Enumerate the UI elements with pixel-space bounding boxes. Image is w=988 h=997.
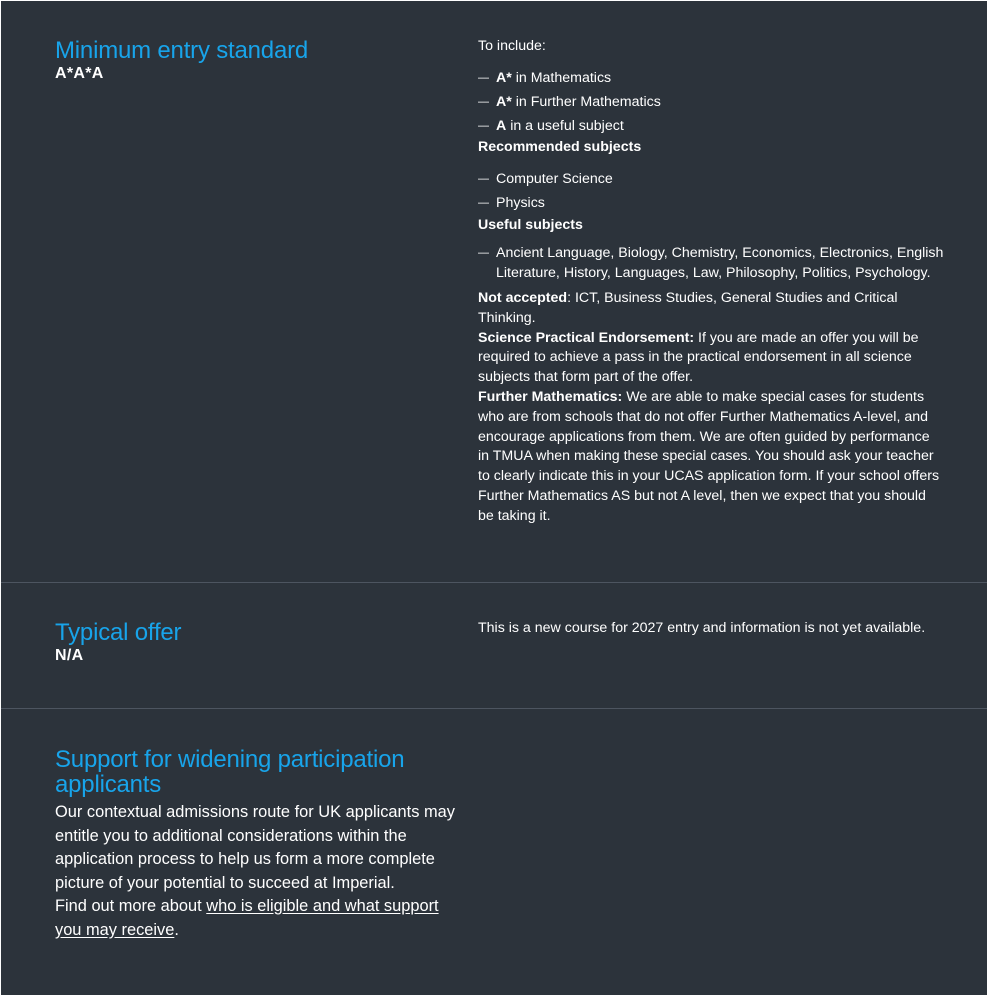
- widening-section: [1, 709, 987, 995]
- further-maths-text: [478, 388, 944, 527]
- science-practical-text: [478, 329, 944, 388]
- typical-offer-value: N/A: [55, 647, 84, 664]
- recommended-item: — Computer Science: [478, 167, 944, 192]
- min-entry-value: A*A*A: [55, 65, 104, 82]
- not-accepted-text: [478, 289, 944, 329]
- further-maths-value: We are able to make special cases for students who are from schools that do not offer Further Mathematics A-level, and encourage applications from them. We are often guided by performance in TMUA when making these special cases. You should ask your teacher to clearly indicate this in your UCAS application form. If your school offers Further Mathematics AS but not A level, then we expect that you should be taking it.: [478, 388, 940, 524]
- not-accepted-value: : ICT, Business Studies, General Studies and Critical Thinking.: [478, 289, 898, 326]
- include-subject: in a useful subject: [506, 117, 624, 134]
- widening-left: [55, 747, 455, 942]
- entry-requirements-panel: [1, 1, 987, 995]
- include-subject: in Further Mathematics: [511, 93, 661, 110]
- include-list: [478, 66, 944, 138]
- find-out-prefix: Find out more about: [55, 897, 207, 915]
- typical-offer-details: [478, 619, 944, 639]
- min-entry-heading: Minimum entry standard: [55, 37, 309, 64]
- typical-offer-heading: Typical offer: [55, 619, 182, 646]
- eligibility-support-link[interactable]: who is eligible and what support you may receive: [55, 897, 439, 939]
- useful-item: — Ancient Language, Biology, Chemistry, Economics, Electronics, English Literature, History, Languages, Law, Philosophy, Politics, Psychology.: [478, 244, 944, 284]
- science-practical-label: Science Practical Endorsement:: [478, 329, 695, 346]
- recommended-list: [478, 167, 944, 216]
- not-accepted-label: Not accepted: [478, 289, 568, 306]
- typical-offer-text: This is a new course for 2027 entry and information is not yet available.: [478, 620, 926, 636]
- science-practical-value: If you are made an offer you will be required to achieve a pass in the practical endorsement in all science subjects that form part of the offer.: [478, 329, 919, 386]
- recommended-item: — Physics: [478, 191, 944, 216]
- include-item: [478, 66, 944, 90]
- widening-heading: Support for widening participation applicants: [55, 746, 405, 798]
- find-out-suffix: .: [174, 920, 179, 939]
- include-subject: in Mathematics: [511, 69, 612, 86]
- typical-offer-left: [55, 620, 455, 665]
- widening-paragraph: Our contextual admissions route for UK applicants may entitle you to additional considerations within the application process to help us form a more complete picture of your potential to succeed at Imperial.: [55, 803, 455, 892]
- min-entry-details: [478, 37, 944, 527]
- include-grade: A*: [496, 93, 512, 110]
- min-entry-left: [55, 38, 455, 83]
- typical-offer-section: [1, 583, 987, 708]
- widening-find-out: [55, 895, 455, 942]
- recommended-subjects-heading: Recommended subjects: [478, 138, 642, 155]
- useful-list: [478, 244, 944, 284]
- further-maths-label: Further Mathematics:: [478, 388, 623, 405]
- include-grade: A: [496, 117, 507, 134]
- to-include-label: To include:: [478, 38, 546, 54]
- include-grade: A*: [496, 69, 512, 86]
- min-entry-section: [1, 1, 987, 582]
- useful-subjects-heading: Useful subjects: [478, 216, 583, 233]
- include-item: [478, 114, 944, 138]
- include-item: [478, 90, 944, 114]
